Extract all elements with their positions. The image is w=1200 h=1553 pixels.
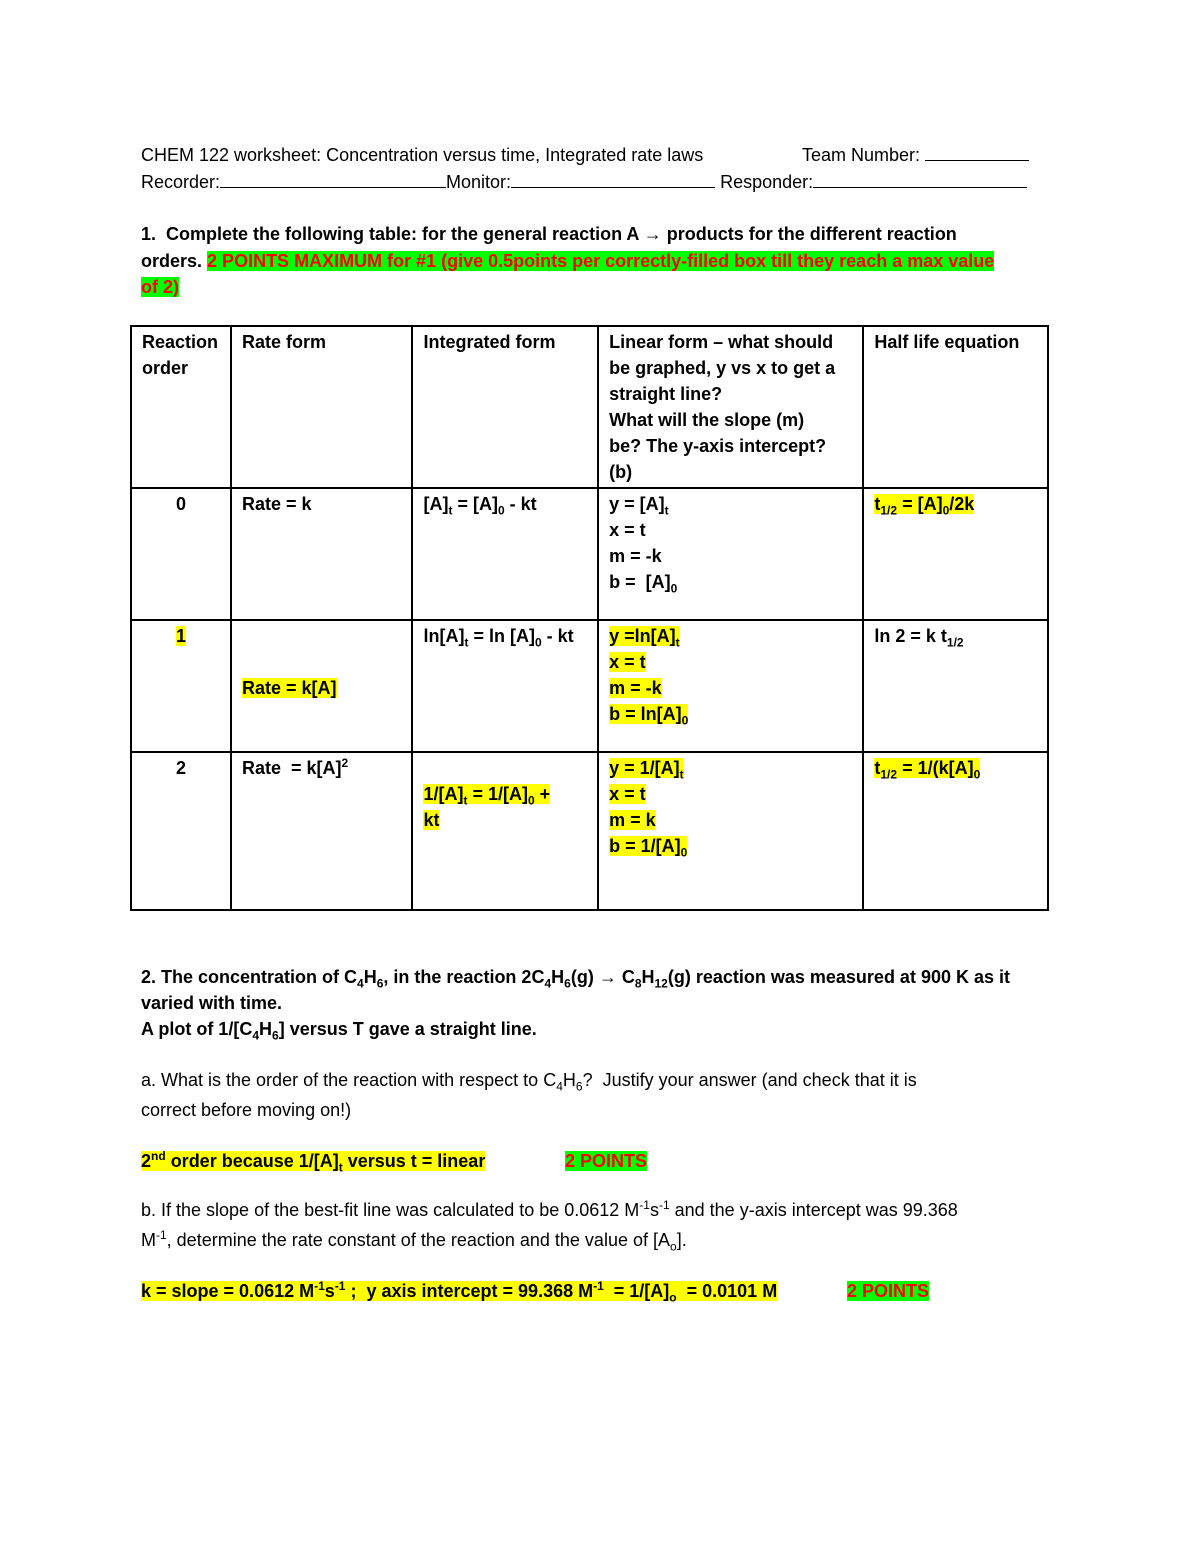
q2a-question-line2: correct before moving on!) (141, 1100, 352, 1120)
q2-intro-line1: 2. The concentration of $C_4H_6$, in the reaction $2C_4H_6(g) \to C_8H_{12}(g)$ reaction was measured at 900 K as it (141, 967, 1010, 991)
recorder-blank[interactable] (220, 171, 446, 188)
header-integrated-form: Integrated form (412, 326, 598, 488)
halflife-cell: $t_{1/2} = [A]_0/2k$ (863, 488, 1048, 620)
rate-cell: Rate = k[A] (231, 620, 412, 752)
q2-intro-line3: A plot of $1/[C_4H_6]$ versus T gave a straight line. (141, 1019, 537, 1043)
header-rate-form: Rate form (231, 326, 412, 488)
header-reaction-order: Reaction order (131, 326, 231, 488)
table-row-order-2 (131, 752, 1048, 910)
team-number-field[interactable]: Team Number: (802, 142, 1029, 168)
q1-line2: orders. 2 POINTS MAXIMUM for #1 (give 0.5points per correctly-filled box till they reach a max value (141, 251, 995, 271)
order-cell: 2 (131, 752, 231, 910)
arrow-icon: → (598, 967, 617, 987)
order-cell: 0 (131, 488, 231, 620)
monitor-label: Monitor: (446, 172, 512, 192)
table-header-row (131, 326, 1048, 488)
q2a-question-line1: a. What is the order of the reaction with respect to $C_4H_6$? Justify your answer (and check that it is (141, 1070, 917, 1094)
roles-line (141, 169, 1027, 195)
table-row-order-0 (131, 488, 1048, 620)
q1-points-note: 2 POINTS MAXIMUM for #1 (give 0.5points per correctly-filled box till they reach a max value (207, 251, 995, 271)
q2a-answer: 2nd order because $1/[A]_t$ versus t = linear (141, 1149, 486, 1175)
header-half-life: Half life equation (863, 326, 1048, 488)
halflife-cell: ln 2 = k $t_{1/2}$ (863, 620, 1048, 752)
integrated-cell: $\ln[A]_t = \ln [A]_0$ - kt (412, 620, 598, 752)
rate-law-table (130, 325, 1049, 911)
linear-cell: $y = [A]_t$ x = t m = -k $b = [A]_0$ (598, 488, 863, 620)
rate-cell: Rate = $k[A]^2$ (231, 752, 412, 910)
header-linear-form: Linear form – what should be graphed, y vs x to get a straight line? What will the slope (m) be? The y-axis intercept? (b) (598, 326, 863, 488)
integrated-cell: $1/[A]_t = 1/[A]_0$ + kt (412, 752, 598, 910)
q1-points-note-end: of 2) (141, 277, 179, 297)
order-cell: 1 (131, 620, 231, 752)
q2b-points: 2 POINTS (847, 1281, 930, 1301)
q2b-question-line2: $M^{-1}$, determine the rate constant of the reaction and the value of $[A_o]$. (141, 1228, 687, 1254)
linear-cell: $y = 1/[A]_t$ x = t m = k $b = 1/[A]_0$ (598, 752, 863, 910)
worksheet-title: CHEM 122 worksheet: Concentration versus time, Integrated rate laws (141, 145, 704, 165)
rate-cell: Rate = k (231, 488, 412, 620)
q2b-question-line1: b. If the slope of the best-fit line was calculated to be 0.0612 $M^{-1}s^{-1}$ and the y-axis intercept was 99.368 (141, 1198, 958, 1220)
arrow-icon: → (643, 224, 662, 244)
recorder-label: Recorder: (141, 172, 221, 192)
monitor-blank[interactable] (511, 171, 715, 188)
q1-line1: 1. Complete the following table: for the general reaction A → products for the different reaction (141, 224, 957, 244)
q2-intro-line2: varied with time. (141, 993, 283, 1013)
responder-blank[interactable] (813, 171, 1027, 188)
q2a-points: 2 POINTS (565, 1151, 648, 1171)
linear-cell: $y =\ln[A]_t$ x = t m = -k $b = \ln[A]_0$ (598, 620, 863, 752)
q1-line3 (141, 274, 179, 300)
integrated-cell: $[A]_t = [A]_0$ - kt (412, 488, 598, 620)
responder-label: Responder: (720, 172, 814, 192)
halflife-cell: $t_{1/2} = 1/(k[A]_0$ (863, 752, 1048, 910)
table-row-order-1 (131, 620, 1048, 752)
q2b-answer: k = slope = 0.0612 $M^{-1}s^{-1}$ ; y axis intercept = 99.368 $M^{-1} = 1/[A]_o = 0.0101$ M (141, 1279, 778, 1305)
